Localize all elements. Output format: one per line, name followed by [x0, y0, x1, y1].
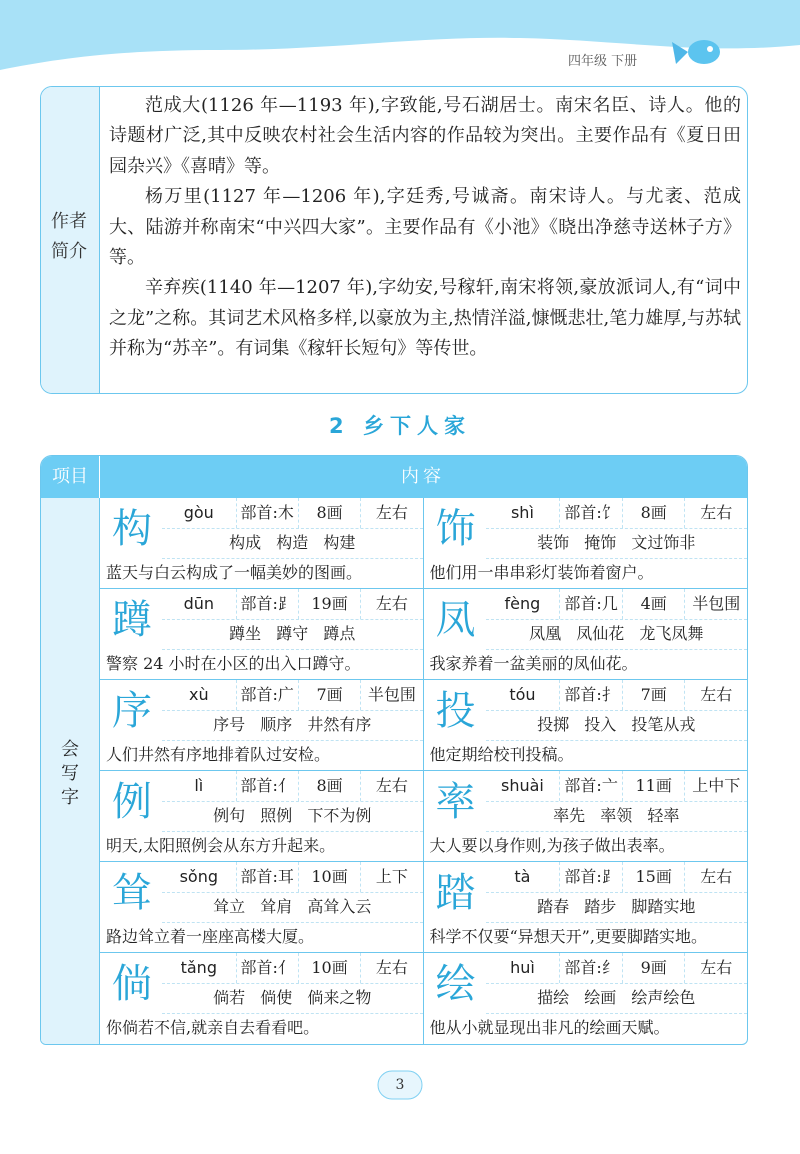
radical: 部首:扌	[559, 680, 622, 710]
character-entry	[424, 498, 748, 588]
example-sentence: 科学不仅要“异想天开”,更要脚踏实地。	[429, 927, 707, 946]
example-sentence: 人们井然有序地排着队过安检。	[106, 745, 331, 764]
radical: 部首:亠	[559, 771, 622, 801]
words: 蹲坐 蹲守 蹲点	[162, 619, 423, 650]
pinyin: shuài	[500, 776, 544, 795]
table-row	[100, 498, 747, 589]
character-entry	[424, 589, 748, 679]
pinyin: dūn	[183, 594, 214, 613]
words: 序号 顺序 井然有序	[162, 710, 423, 741]
fish-mascot-icon	[668, 30, 728, 75]
pinyin: huì	[510, 958, 535, 977]
radical: 部首:⻊	[236, 589, 298, 619]
characters-table	[40, 455, 748, 1045]
character-entry	[424, 862, 748, 952]
structure: 左右	[360, 498, 422, 528]
pinyin: shì	[510, 503, 534, 522]
structure: 左右	[684, 862, 747, 892]
author-intro-box	[40, 86, 748, 394]
structure: 左右	[684, 953, 747, 983]
character-entry	[424, 953, 748, 1044]
character: 率	[435, 779, 476, 825]
author-paragraph: 杨万里(1127 年—1206 年),字廷秀,号诚斋。南宋诗人。与尤袤、范成大、陆游并称南宋“中兴四大家”。主要作品有《小池》《晓出净慈寺送林子方》等。	[109, 186, 741, 269]
character: 序	[112, 688, 152, 734]
table-row	[100, 680, 747, 771]
radical: 部首:饣	[559, 498, 622, 528]
example-sentence: 你倘若不信,就亲自去看看吧。	[106, 1018, 320, 1037]
character-entry	[100, 862, 424, 952]
character: 凤	[435, 597, 476, 643]
character-entry	[424, 680, 748, 770]
character: 投	[435, 688, 476, 734]
author-label: 作者简介	[51, 211, 87, 262]
strokes: 11画	[622, 771, 685, 801]
character-entry	[100, 680, 424, 770]
example-sentence: 他定期给校刊投稿。	[429, 745, 574, 764]
structure: 左右	[684, 498, 747, 528]
structure: 左右	[360, 771, 422, 801]
example-sentence: 大人要以身作则,为孩子做出表率。	[429, 836, 675, 855]
grade-label: 四年级 下册	[568, 54, 638, 69]
words: 率先 率领 轻率	[486, 801, 748, 832]
strokes: 8画	[298, 498, 360, 528]
structure: 左右	[360, 589, 422, 619]
pinyin: lì	[194, 776, 204, 795]
structure: 左右	[684, 680, 747, 710]
strokes: 10画	[298, 953, 360, 983]
pinyin: sǒng	[179, 867, 218, 886]
character-entry	[100, 771, 424, 861]
pinyin: tǎng	[180, 958, 217, 977]
pinyin: tà	[514, 867, 531, 886]
strokes: 7画	[622, 680, 685, 710]
words: 倘若 倘使 倘来之物	[162, 983, 423, 1014]
character: 饰	[435, 506, 476, 552]
page-number: 3	[395, 1077, 405, 1093]
strokes: 8画	[298, 771, 360, 801]
radical: 部首:广	[236, 680, 298, 710]
character: 蹲	[112, 597, 152, 643]
radical: 部首:亻	[236, 953, 298, 983]
words: 构成 构造 构建	[162, 528, 423, 559]
structure: 左右	[360, 953, 422, 983]
words: 例句 照例 下不为例	[162, 801, 423, 832]
strokes: 19画	[298, 589, 360, 619]
header-item: 项目	[41, 456, 100, 498]
strokes: 7画	[298, 680, 360, 710]
strokes: 8画	[622, 498, 685, 528]
words: 凤凰 凤仙花 龙飞凤舞	[486, 619, 748, 650]
words: 投掷 投入 投笔从戎	[486, 710, 748, 741]
character: 绘	[435, 961, 476, 1007]
character-entry	[424, 771, 748, 861]
radical: 部首:几	[559, 589, 622, 619]
radical: 部首:耳	[236, 862, 298, 892]
lesson-title: 2 乡下人家	[329, 414, 471, 438]
character: 耸	[112, 870, 152, 916]
structure: 半包围	[684, 589, 747, 619]
character-entry	[100, 953, 424, 1044]
structure: 半包围	[360, 680, 422, 710]
character-entry	[100, 589, 424, 679]
radical: 部首:亻	[236, 771, 298, 801]
character-entry	[100, 498, 424, 588]
table-row	[100, 589, 747, 680]
words: 耸立 耸肩 高耸入云	[162, 892, 423, 923]
character: 踏	[435, 870, 476, 916]
pinyin: fèng	[504, 594, 541, 613]
example-sentence: 明天,太阳照例会从东方升起来。	[106, 836, 336, 855]
side-label: 会写字	[61, 739, 79, 808]
author-paragraph: 范成大(1126 年—1193 年),字致能,号石湖居士。南宋名臣、诗人。他的诗题材广泛,其中反映农村社会生活内容的作品较为突出。主要作品有《夏日田园杂兴》《喜晴》等。	[109, 95, 741, 177]
structure: 上中下	[684, 771, 747, 801]
strokes: 9画	[622, 953, 685, 983]
radical: 部首:木	[236, 498, 298, 528]
example-sentence: 路边耸立着一座座高楼大厦。	[106, 927, 315, 946]
radical: 部首:⻊	[559, 862, 622, 892]
example-sentence: 他们用一串串彩灯装饰着窗户。	[429, 563, 654, 582]
table-row	[100, 953, 747, 1044]
character: 倘	[112, 961, 152, 1007]
structure: 上下	[360, 862, 422, 892]
pinyin: xù	[188, 685, 209, 704]
author-label-column	[41, 87, 100, 393]
header-content: 内容	[401, 466, 445, 487]
pinyin: tóu	[509, 685, 536, 704]
character: 构	[112, 506, 152, 552]
table-row	[100, 862, 747, 953]
table-row	[100, 771, 747, 862]
words: 描绘 绘画 绘声绘色	[486, 983, 748, 1014]
author-paragraph: 辛弃疾(1140 年—1207 年),字幼安,号稼轩,南宋将领,豪放派词人,有“词中之龙”之称。其词艺术风格多样,以豪放为主,热情洋溢,慷慨悲壮,笔力雄厚,与苏轼并称为“苏辛”。有词集《稼轩长短句》等传世。	[109, 277, 741, 360]
words: 踏春 踏步 脚踏实地	[486, 892, 748, 923]
character: 例	[112, 779, 152, 825]
words: 装饰 掩饰 文过饰非	[486, 528, 748, 559]
pinyin: gòu	[183, 503, 214, 522]
strokes: 10画	[298, 862, 360, 892]
radical: 部首:纟	[559, 953, 622, 983]
example-sentence: 警察 24 小时在小区的出入口蹲守。	[106, 654, 361, 673]
example-sentence: 我家养着一盆美丽的凤仙花。	[429, 654, 638, 673]
strokes: 4画	[622, 589, 685, 619]
example-sentence: 蓝天与白云构成了一幅美妙的图画。	[106, 563, 363, 582]
strokes: 15画	[622, 862, 685, 892]
example-sentence: 他从小就显现出非凡的绘画天赋。	[429, 1018, 670, 1037]
